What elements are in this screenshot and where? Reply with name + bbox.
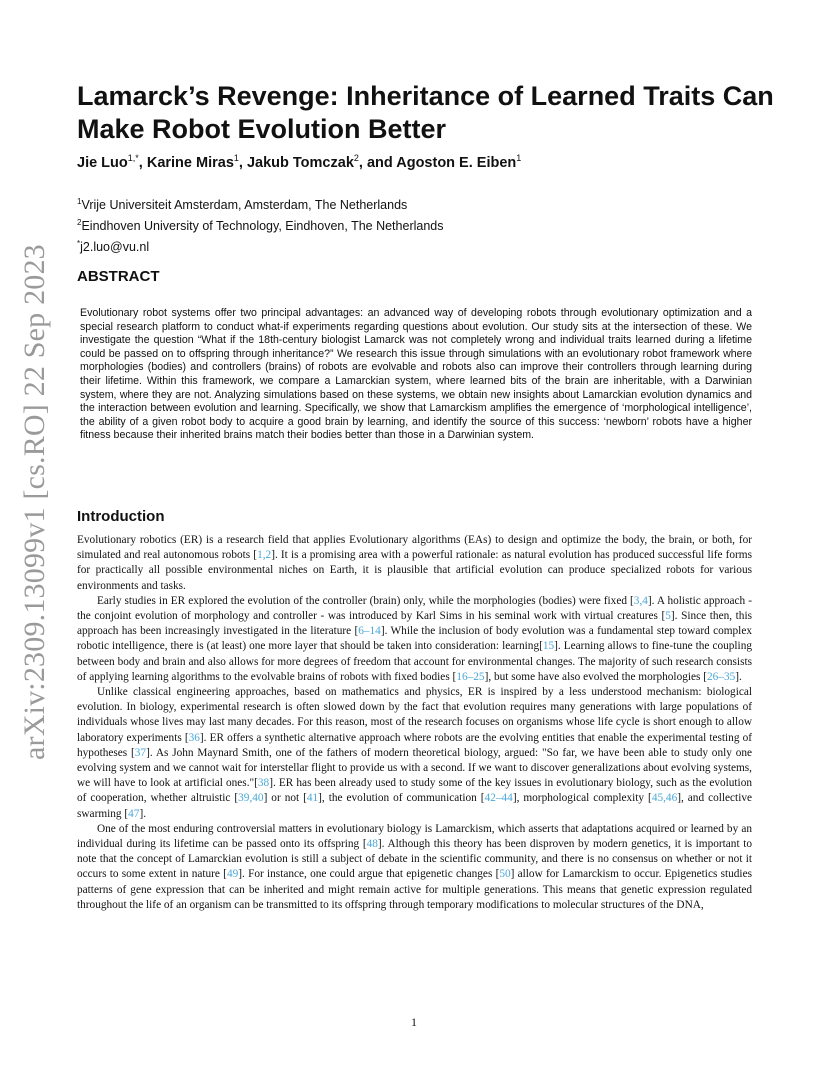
citation-link[interactable]: 49 (226, 868, 239, 881)
paragraph-text: ]. A holistic approach - the conjoint evolution of morphology and controller - was introduced by Karl Sims in his seminal work with virtual creatures [ (77, 594, 753, 623)
paragraph-text: ], morphological complexity [ (512, 792, 652, 805)
citation-link[interactable]: 39,40 (238, 792, 264, 805)
paragraph-text: ]. (735, 670, 742, 683)
paper-title: Lamarck’s Revenge: Inheritance of Learned Traits Can Make Robot Evolution Better (77, 81, 774, 144)
paragraph-text: Early studies in ER explored the evolution of the controller (brain) only, while the morphologies (bodies) were fixed [ (97, 594, 634, 607)
author-affiliation-mark: 1 (233, 153, 239, 163)
paragraph-text: ]. ER has been already used to study some of the key issues in evolutionary biology, such as the evolution of cooperation, whether altruistic [ (77, 777, 752, 805)
body-paragraph (77, 685, 752, 822)
citation-link[interactable]: 45,46 (651, 792, 678, 805)
citation-link[interactable]: 36 (188, 731, 200, 744)
citation-link[interactable]: 47 (128, 807, 140, 820)
paragraph-text: ] or not [ (263, 792, 307, 805)
author-name: Agoston E. Eiben (396, 154, 517, 171)
citation-link[interactable]: 48 (366, 838, 378, 851)
citation-link[interactable]: 1,2 (257, 549, 272, 562)
paragraph-text: ]. (139, 807, 147, 820)
affiliation-line (77, 214, 777, 235)
paragraph-text: ]. For instance, one could argue that epigenetic changes [ (238, 868, 500, 881)
paragraph-text: ]. Although this theory has been disproven by modern genetics, it is important to note that the concept of Lamarckian evolution is still a subject of debate in the scientific community, and there is no consensus on whether or not it occurs to some extent in nature [ (77, 838, 752, 881)
body-paragraph (77, 822, 752, 913)
citation-link[interactable]: 16–25 (456, 670, 485, 683)
paragraph-text: ]. ER offers a synthetic alternative approach where robots are the evolving entities that enable the experimental testing of hypotheses [ (77, 731, 752, 759)
paragraph-text: Evolutionary robotics (ER) is a research field that applies Evolutionary algorithms (EAs) to design and optimize the body, the brain, or both, for simulated and real autonomous robots [ (77, 534, 752, 562)
abstract-text: Evolutionary robot systems offer two principal advantages: an advanced way of developing robots through evolutionary optimization and a special research platform to conduct what-if experiments regarding questions about evolution. Our study sits at the intersection of these. We investigate the question “What if the 18th-century biologist Lamarck was not completely wrong and individual traits learned during a lifetime could be passed on to offspring through inheritance?” We research this issue through simulations with an evolutionary robot framework where morphologies (bodies) and controllers (brains) of robots are evolvable and robots also can improve their controllers through learning during their lifetime. Within this framework, we compare a Lamarckian system, where learned bits of the brain are inheritable, with a Darwinian system, where they are not. Analyzing simulations based on these systems, we obtain new insights about Lamarckian evolution dynamics and the interaction between evolution and learning. Specifically, we show that Lamarckism amplifies the emergence of ‘morphological intelligence’, the ability of a given robot body to acquire a good brain by learning, and identify the source of this success: ‘newborn’ robots have a higher fitness because their inherited brains match their bodies better than those in a Darwinian system. (80, 307, 752, 442)
body-paragraph (77, 594, 752, 685)
affiliation-mark: 1 (77, 197, 82, 206)
citation-link[interactable]: 6–14 (358, 625, 381, 638)
author-name: Jie Luo (77, 154, 128, 171)
abstract-heading: ABSTRACT (77, 268, 160, 285)
affiliation-text: Vrije Universiteit Amsterdam, Amsterdam, The Netherlands (81, 198, 408, 213)
page-number: 1 (411, 1015, 417, 1029)
author-affiliation-mark: 2 (353, 153, 359, 163)
paragraph-text: ]. Since then, this approach has been increasingly investigated in the literature [ (77, 610, 752, 638)
affiliation-text: Eindhoven University of Technology, Eindhoven, The Netherlands (81, 219, 444, 234)
affiliation-line (77, 193, 777, 214)
body-paragraph (77, 533, 752, 594)
paragraph-text: ]. Learning allows to fine-tune the coupling between body and brain and also allows for more degrees of freedom that account for environmental changes. The majority of such research consists of applying learning algorithms to the evolvable brains of robots with fixed bodies [ (77, 640, 752, 683)
author-name: Jakub Tomczak (246, 154, 354, 171)
paragraph-text: ], and collective swarming [ (77, 792, 752, 820)
paragraph-text: ], but some have also evolved the morphologies [ (484, 670, 707, 683)
contact-email[interactable]: j2.luo@vu.nl (80, 240, 150, 255)
paragraph-text: Unlike classical engineering approaches, based on mathematics and physics, ER is inspired by a less understood mechanism: biological evolution. In biology, experimental research is often slowed down by the fact that evolution requires many generations with large populations of individuals whose lives may last many decades. For this reason, most of the research focuses on organisms whose life cycle is short enough to allow laboratory experiments [ (77, 686, 752, 744)
paragraph-text: One of the most enduring controversial matters in evolutionary biology is Lamarckism, which asserts that adaptations acquired or learned by an individual during its lifetime can be passed onto its offspring [ (77, 822, 752, 851)
author-list: Jie Luo$^{1,*}$, Karine Miras$^1$, Jakub Tomczak$^2$, and Agoston E. Eiben$^1$ (77, 153, 522, 171)
arxiv-identifier[interactable]: arXiv:2309.13099v1 [cs.RO] 22 Sep 2023 (18, 244, 51, 760)
affiliation-mark: 2 (77, 218, 82, 228)
affiliation-line[interactable] (77, 235, 777, 256)
paragraph-text: ] allow for Lamarckism to occur. Epigenetics studies patterns of gene expression that can be inherited and might remain active for multiple generations. This means that genetic expression regulated throughout the life of an organism can be transmitted to its offspring through temporary modifications to molecular structures of the DNA, (77, 868, 752, 911)
citation-link[interactable]: 15 (542, 640, 555, 653)
citation-link[interactable]: 26–35 (707, 670, 736, 683)
author-affiliation-mark: 1 (516, 153, 522, 163)
paragraph-text: ]. As John Maynard Smith, one of the fathers of modern theoretical biology, argued: "So far, we have been able to study only one evolving system and we cannot wait for interstellar flight to provide us with a second. If we want to discover generalizations about evolving systems, we will have to look at artificial ones."[ (77, 746, 752, 790)
citation-link[interactable]: 5 (665, 610, 671, 623)
introduction-heading: Introduction (77, 508, 165, 525)
citation-link[interactable]: 42–44 (484, 792, 513, 805)
introduction-body (77, 533, 752, 913)
citation-link[interactable]: 3,4 (633, 594, 648, 607)
paragraph-text: ], the evolution of communication [ (318, 792, 485, 805)
affiliation-mark: * (77, 239, 81, 249)
author-affiliation-mark: 1,* (127, 153, 139, 163)
paragraph-text: ]. While the inclusion of body evolution was a fundamental step toward complex robotic intelligence, there is (at least) one more layer that should be taken into consideration: learning[ (77, 625, 752, 653)
citation-link[interactable]: 37 (134, 746, 147, 759)
citation-link[interactable]: 50 (499, 868, 511, 881)
affiliation-list (77, 193, 777, 256)
author-name: Karine Miras (146, 154, 234, 171)
citation-link[interactable]: 41 (306, 792, 319, 805)
citation-link[interactable]: 38 (257, 777, 270, 790)
paragraph-text: ]. It is a promising area with a powerful rationale: as natural evolution has produced successful life forms for practically all possible environmental niches on Earth, it is plausible that artificial evolution can produce specialized robots for various environments and tasks. (77, 549, 752, 592)
